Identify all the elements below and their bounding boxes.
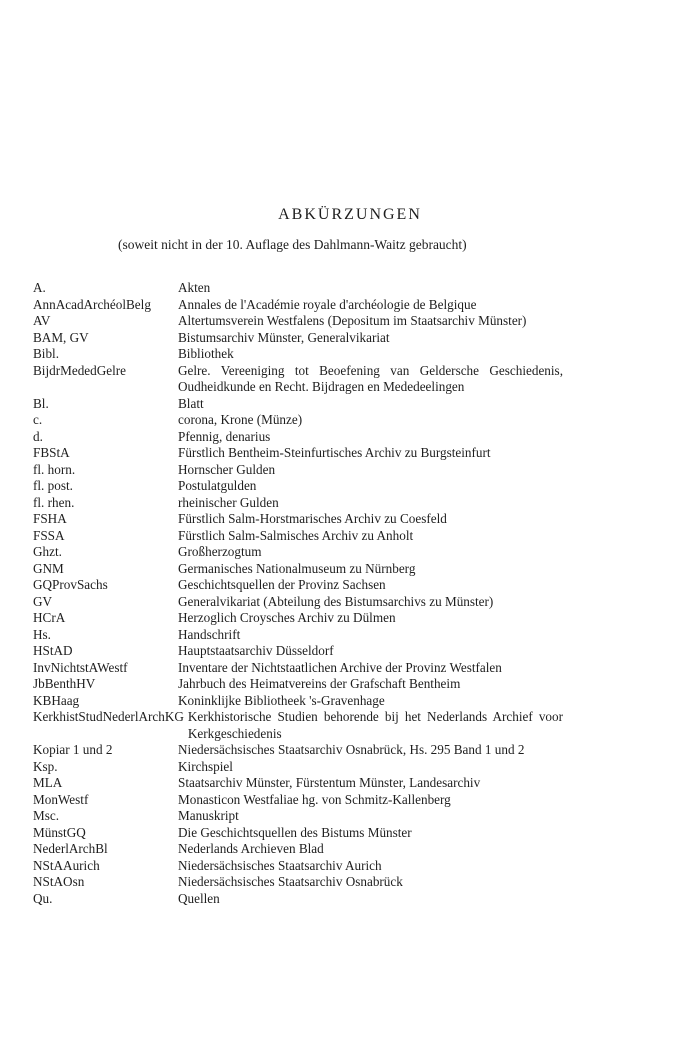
list-item <box>33 462 563 479</box>
definition: Bibliothek <box>178 346 234 361</box>
list-item <box>33 858 563 875</box>
definition: Kerkhistorische Studien behorende bij het Nederlands Archief voor Kerkgeschiedenis <box>187 709 563 741</box>
abbreviation: HStAD <box>33 643 73 658</box>
definition: rheinischer Gulden <box>178 494 279 510</box>
list-item <box>33 610 563 627</box>
page-title: ABKÜRZUNGEN <box>278 206 422 223</box>
abbreviation: Bl. <box>33 395 49 411</box>
definition: Niedersächsisches Staatsarchiv Aurich <box>178 857 382 873</box>
definition: Koninklijke Bibliotheek 's-Gravenhage <box>178 692 385 708</box>
definition: Hornscher Gulden <box>178 461 276 477</box>
list-item <box>33 627 563 644</box>
definition: Fürstlich Bentheim-Steinfurtisches Archiv zu Burgsteinfurt <box>178 445 491 460</box>
list-item <box>33 643 563 660</box>
abbreviation: KBHaag <box>33 692 80 708</box>
definition: Altertumsverein Westfalens (Depositum im Staatsarchiv Münster) <box>178 313 527 328</box>
abbreviation: c. <box>33 412 43 427</box>
definition: Fürstlich Salm-Salmisches Archiv zu Anholt <box>178 527 414 543</box>
definition: Manuskript <box>178 808 239 823</box>
definition: Pfennig, denarius <box>178 428 271 444</box>
list-item <box>33 495 563 512</box>
abbreviation: fl. horn. <box>33 461 76 477</box>
list-item <box>33 561 563 578</box>
abbreviation: NederlArchBl <box>33 841 108 856</box>
list-item <box>33 478 563 495</box>
definition: Generalvikariat (Abteilung des Bistumsarchivs zu Münster) <box>178 593 494 609</box>
list-item <box>33 693 563 710</box>
list-item <box>33 709 563 742</box>
list-item <box>33 363 563 396</box>
list-item <box>33 792 563 809</box>
definition: Annales de l'Académie royale d'archéologie de Belgique <box>178 296 477 312</box>
abbreviation-list <box>33 280 563 907</box>
abbreviation: NStAAurich <box>33 857 100 873</box>
abbreviation: FSSA <box>33 527 65 543</box>
list-item <box>33 544 563 561</box>
definition: Quellen <box>178 890 220 906</box>
list-item <box>33 511 563 528</box>
abbreviation: AnnAcadArchéolBelg <box>33 296 151 312</box>
abbreviation: GV <box>33 593 53 609</box>
definition: Inventare der Nichtstaatlichen Archive der Provinz Westfalen <box>178 659 502 675</box>
list-item <box>33 577 563 594</box>
list-item <box>33 676 563 693</box>
abbreviation: MonWestf <box>33 791 89 807</box>
abbreviation: KerkhistStudNederlArchKG <box>33 709 184 724</box>
definition: Niedersächsisches Staatsarchiv Osnabrück <box>178 874 403 889</box>
abbreviation: Hs. <box>33 626 51 642</box>
abbreviation: fl. rhen. <box>33 494 75 510</box>
abbreviation: FBStA <box>33 445 70 460</box>
list-item <box>33 808 563 825</box>
definition: Gelre. Vereeniging tot Beoefening van Geldersche Geschiedenis, Oudheidkunde en Recht. Bijdragen en Mededeelingen <box>178 362 563 394</box>
list-item <box>33 280 563 297</box>
abbreviation: fl. post. <box>33 478 73 493</box>
list-item <box>33 528 563 545</box>
abbreviation: BijdrMededGelre <box>33 362 127 378</box>
list-item <box>33 429 563 446</box>
list-item <box>33 346 563 363</box>
list-item <box>33 825 563 842</box>
definition: Postulatgulden <box>178 478 257 493</box>
definition: Blatt <box>178 395 204 411</box>
definition: Kirchspiel <box>178 758 233 774</box>
abbreviation: A. <box>33 280 46 295</box>
abbreviation: JbBenthHV <box>33 676 96 691</box>
list-item <box>33 775 563 792</box>
list-item <box>33 742 563 759</box>
list-item <box>33 759 563 776</box>
definition: Akten <box>178 280 211 295</box>
list-item <box>33 445 563 462</box>
definition: Hauptstaatsarchiv Düsseldorf <box>178 643 334 658</box>
abbreviation: Kopiar 1 und 2 <box>33 742 113 757</box>
definition: Großherzogtum <box>178 544 262 559</box>
list-item <box>33 330 563 347</box>
abbreviation: FSHA <box>33 511 67 526</box>
list-item <box>33 660 563 677</box>
abbreviation: Msc. <box>33 808 60 823</box>
list-item <box>33 874 563 891</box>
definition: Die Geschichtsquellen des Bistums Münster <box>178 824 412 840</box>
definition: Fürstlich Salm-Horstmarisches Archiv zu Coesfeld <box>178 511 447 526</box>
list-item <box>33 594 563 611</box>
abbreviation: Ghzt. <box>33 544 62 559</box>
abbreviation: InvNichtstAWestf <box>33 659 128 675</box>
abbreviation: MünstGQ <box>33 824 86 840</box>
definition: Herzoglich Croysches Archiv zu Dülmen <box>178 610 396 625</box>
abbreviation: d. <box>33 428 43 444</box>
definition: Jahrbuch des Heimatvereins der Grafschaft Bentheim <box>178 676 461 691</box>
definition: Nederlands Archieven Blad <box>178 841 324 856</box>
abbreviation: NStAOsn <box>33 874 85 889</box>
list-item <box>33 891 563 908</box>
definition: Geschichtsquellen der Provinz Sachsen <box>178 577 386 592</box>
abbreviation: HCrA <box>33 610 66 625</box>
abbreviation: AV <box>33 313 51 328</box>
definition: corona, Krone (Münze) <box>178 412 303 427</box>
list-item <box>33 313 563 330</box>
definition: Monasticon Westfaliae hg. von Schmitz-Kallenberg <box>178 791 451 807</box>
definition: Handschrift <box>178 626 241 642</box>
abbreviation: GNM <box>33 560 64 576</box>
definition: Staatsarchiv Münster, Fürstentum Münster, Landesarchiv <box>178 775 481 790</box>
definition: Germanisches Nationalmuseum zu Nürnberg <box>178 560 416 576</box>
list-item <box>33 396 563 413</box>
abbreviation: Qu. <box>33 890 53 906</box>
abbreviation: Ksp. <box>33 758 58 774</box>
list-item <box>33 412 563 429</box>
list-item <box>33 297 563 314</box>
abbreviation: MLA <box>33 775 63 790</box>
abbreviation: Bibl. <box>33 346 60 361</box>
list-item <box>33 841 563 858</box>
definition: Bistumsarchiv Münster, Generalvikariat <box>178 329 390 345</box>
definition: Niedersächsisches Staatsarchiv Osnabrück, Hs. 295 Band 1 und 2 <box>178 742 525 757</box>
abbreviation: GQProvSachs <box>33 577 108 592</box>
abbreviation: BAM, GV <box>33 329 89 345</box>
page-subtitle: (soweit nicht in der 10. Auflage des Dahlmann-Waitz gebraucht) <box>118 237 467 252</box>
